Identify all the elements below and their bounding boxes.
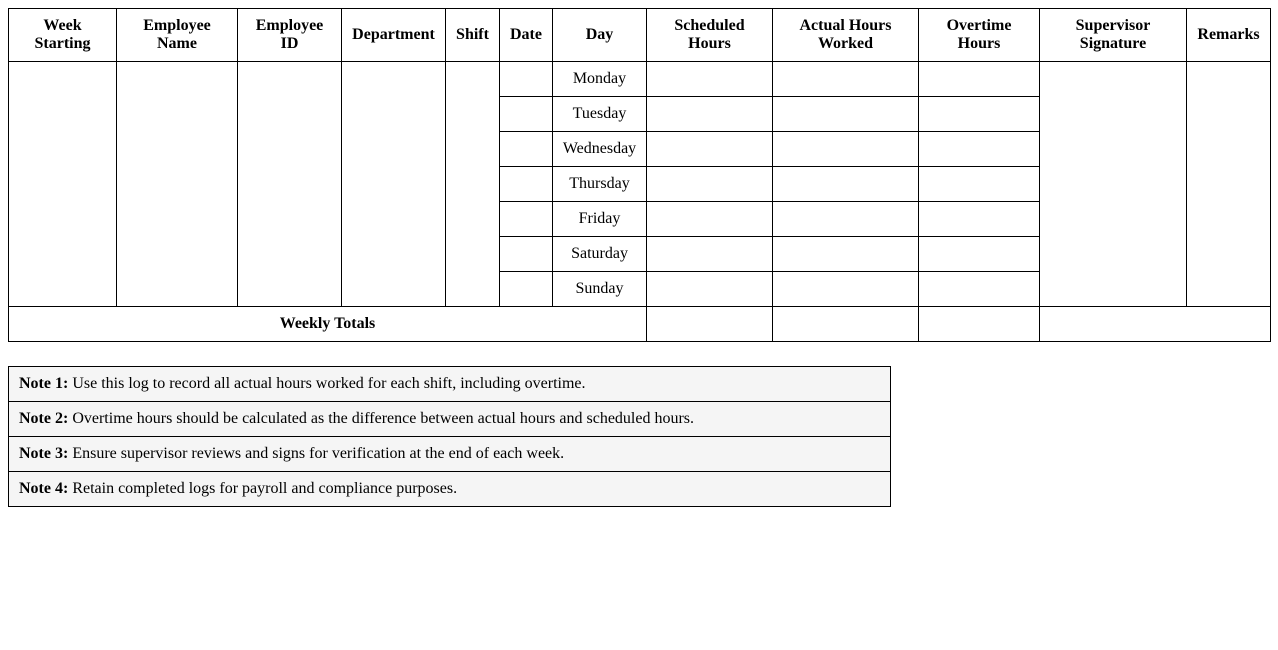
header-remarks-label: Remarks bbox=[1197, 26, 1260, 43]
note-row bbox=[9, 367, 891, 402]
header-scheduled-hours-line1: Scheduled bbox=[674, 17, 745, 34]
actual-hours-cell[interactable] bbox=[773, 167, 919, 202]
header-scheduled-hours bbox=[647, 9, 773, 62]
note-row bbox=[9, 402, 891, 437]
scheduled-hours-cell[interactable] bbox=[647, 237, 773, 272]
header-actual-hours-line2: Worked bbox=[817, 35, 874, 52]
note-1-text: Use this log to record all actual hours worked for each shift, including overtime. bbox=[68, 375, 586, 392]
actual-hours-cell[interactable] bbox=[773, 132, 919, 167]
note-4-text: Retain completed logs for payroll and compliance purposes. bbox=[68, 480, 458, 497]
supervisor-signature-cell[interactable] bbox=[1040, 62, 1187, 307]
day-cell: Wednesday bbox=[553, 132, 647, 167]
date-cell[interactable] bbox=[500, 132, 553, 167]
remarks-cell[interactable] bbox=[1187, 62, 1271, 307]
day-cell: Sunday bbox=[553, 272, 647, 307]
actual-hours-cell[interactable] bbox=[773, 62, 919, 97]
header-supervisor-signature-line2: Signature bbox=[1079, 35, 1147, 52]
day-cell: Friday bbox=[553, 202, 647, 237]
employee-id-cell[interactable] bbox=[238, 62, 342, 307]
day-cell: Saturday bbox=[553, 237, 647, 272]
date-cell[interactable] bbox=[500, 62, 553, 97]
scheduled-hours-cell[interactable] bbox=[647, 132, 773, 167]
weekly-totals-label: Weekly Totals bbox=[9, 307, 647, 342]
note-2 bbox=[9, 402, 891, 437]
note-row bbox=[9, 437, 891, 472]
note-4-label: Note 4: bbox=[19, 480, 69, 497]
header-scheduled-hours-line2: Hours bbox=[688, 35, 731, 52]
date-cell[interactable] bbox=[500, 202, 553, 237]
date-cell[interactable] bbox=[500, 97, 553, 132]
scheduled-hours-cell[interactable] bbox=[647, 272, 773, 307]
header-actual-hours-worked bbox=[773, 9, 919, 62]
note-1 bbox=[9, 367, 891, 402]
header-department bbox=[342, 9, 446, 62]
totals-blank-cell[interactable] bbox=[1040, 307, 1271, 342]
header-day bbox=[553, 9, 647, 62]
scheduled-hours-cell[interactable] bbox=[647, 167, 773, 202]
weekly-totals-row bbox=[9, 307, 1271, 342]
overtime-hours-cell[interactable] bbox=[919, 167, 1040, 202]
total-actual-hours-cell[interactable] bbox=[773, 307, 919, 342]
actual-hours-cell[interactable] bbox=[773, 202, 919, 237]
header-row bbox=[9, 9, 1271, 62]
header-employee-id-line2: ID bbox=[280, 35, 299, 52]
header-day-label: Day bbox=[585, 26, 614, 43]
overtime-hours-cell[interactable] bbox=[919, 132, 1040, 167]
shift-cell[interactable] bbox=[446, 62, 500, 307]
header-employee-id bbox=[238, 9, 342, 62]
scheduled-hours-cell[interactable] bbox=[647, 202, 773, 237]
header-actual-hours-line1: Actual Hours bbox=[799, 17, 892, 34]
header-week-starting-line1: Week bbox=[43, 17, 82, 34]
note-4 bbox=[9, 472, 891, 507]
note-2-text: Overtime hours should be calculated as the difference between actual hours and scheduled hours. bbox=[68, 410, 695, 427]
header-employee-name bbox=[117, 9, 238, 62]
header-remarks bbox=[1187, 9, 1271, 62]
table-row bbox=[9, 62, 1271, 97]
overtime-hours-cell[interactable] bbox=[919, 62, 1040, 97]
header-employee-id-line1: Employee bbox=[255, 17, 324, 34]
total-scheduled-hours-cell[interactable] bbox=[647, 307, 773, 342]
date-cell[interactable] bbox=[500, 237, 553, 272]
note-3-label: Note 3: bbox=[19, 445, 69, 462]
header-employee-name-line1: Employee bbox=[143, 17, 211, 34]
department-cell[interactable] bbox=[342, 62, 446, 307]
scheduled-hours-cell[interactable] bbox=[647, 62, 773, 97]
header-week-starting bbox=[9, 9, 117, 62]
header-overtime-hours-line1: Overtime bbox=[946, 17, 1012, 34]
note-3-text: Ensure supervisor reviews and signs for verification at the end of each week. bbox=[68, 445, 565, 462]
timesheet-table bbox=[8, 8, 1271, 342]
header-date bbox=[500, 9, 553, 62]
day-cell: Monday bbox=[553, 62, 647, 97]
actual-hours-cell[interactable] bbox=[773, 237, 919, 272]
scheduled-hours-cell[interactable] bbox=[647, 97, 773, 132]
day-cell: Thursday bbox=[553, 167, 647, 202]
overtime-hours-cell[interactable] bbox=[919, 202, 1040, 237]
header-overtime-hours-line2: Hours bbox=[957, 35, 1001, 52]
employee-name-cell[interactable] bbox=[117, 62, 238, 307]
total-overtime-hours-cell[interactable] bbox=[919, 307, 1040, 342]
header-week-starting-line2: Starting bbox=[34, 35, 91, 52]
header-supervisor-signature bbox=[1040, 9, 1187, 62]
note-3 bbox=[9, 437, 891, 472]
note-2-label: Note 2: bbox=[19, 410, 69, 427]
header-shift bbox=[446, 9, 500, 62]
date-cell[interactable] bbox=[500, 272, 553, 307]
header-shift-label: Shift bbox=[456, 26, 489, 43]
overtime-hours-cell[interactable] bbox=[919, 97, 1040, 132]
overtime-hours-cell[interactable] bbox=[919, 272, 1040, 307]
note-row bbox=[9, 472, 891, 507]
header-department-label: Department bbox=[352, 26, 435, 43]
header-overtime-hours bbox=[919, 9, 1040, 62]
note-1-label: Note 1: bbox=[19, 375, 69, 392]
date-cell[interactable] bbox=[500, 167, 553, 202]
day-cell: Tuesday bbox=[553, 97, 647, 132]
header-supervisor-signature-line1: Supervisor bbox=[1075, 17, 1151, 34]
actual-hours-cell[interactable] bbox=[773, 97, 919, 132]
header-employee-name-line2: Name bbox=[157, 35, 197, 52]
week-starting-cell[interactable] bbox=[9, 62, 117, 307]
header-date-label: Date bbox=[510, 26, 542, 43]
notes-table bbox=[8, 366, 891, 507]
overtime-hours-cell[interactable] bbox=[919, 237, 1040, 272]
actual-hours-cell[interactable] bbox=[773, 272, 919, 307]
